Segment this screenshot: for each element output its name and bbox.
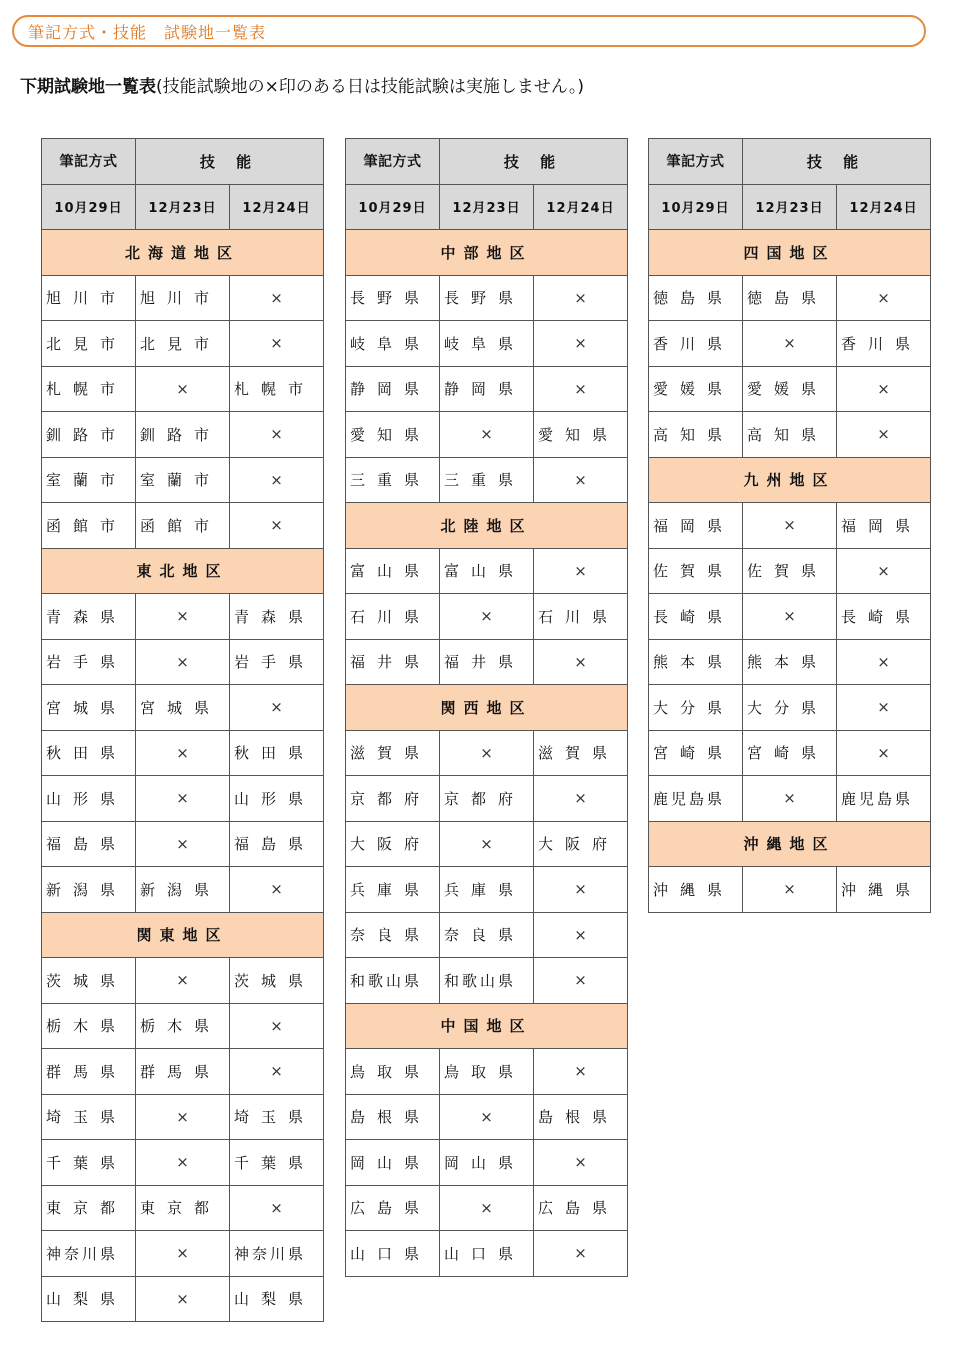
written-site: 静岡県 xyxy=(346,366,440,412)
header-date: 10月29日 xyxy=(346,184,440,230)
exam-table-1 xyxy=(41,138,324,1322)
no-exam-mark: × xyxy=(136,776,230,822)
table-row xyxy=(346,1094,628,1140)
no-exam-mark: × xyxy=(534,639,628,685)
region-row xyxy=(649,821,931,867)
skill-site: 釧路市 xyxy=(136,412,230,458)
table-row xyxy=(42,321,324,367)
skill-site: 札幌市 xyxy=(230,366,324,412)
table-row xyxy=(649,685,931,731)
no-exam-mark: × xyxy=(837,730,931,776)
written-site: 熊本県 xyxy=(649,639,743,685)
skill-site: 函館市 xyxy=(136,503,230,549)
no-exam-mark: × xyxy=(534,912,628,958)
no-exam-mark: × xyxy=(743,594,837,640)
skill-site: 福岡県 xyxy=(837,503,931,549)
written-site: 千葉県 xyxy=(42,1140,136,1186)
table-row xyxy=(42,1185,324,1231)
written-site: 旭川市 xyxy=(42,275,136,321)
written-site: 大分県 xyxy=(649,685,743,731)
no-exam-mark: × xyxy=(136,594,230,640)
written-site: 鹿児島県 xyxy=(649,776,743,822)
written-site: 函館市 xyxy=(42,503,136,549)
skill-site: 山梨県 xyxy=(230,1276,324,1322)
header-date: 12月24日 xyxy=(837,184,931,230)
table-row xyxy=(346,366,628,412)
written-site: 高知県 xyxy=(649,412,743,458)
written-site: 新潟県 xyxy=(42,867,136,913)
table-row xyxy=(42,1140,324,1186)
section-title: 筆記方式・技能 試験地一覧表 xyxy=(28,22,267,42)
table-date-row xyxy=(346,184,628,230)
region-row xyxy=(346,1003,628,1049)
written-site: 室蘭市 xyxy=(42,457,136,503)
skill-site: 奈良県 xyxy=(440,912,534,958)
no-exam-mark: × xyxy=(136,958,230,1004)
no-exam-mark: × xyxy=(837,275,931,321)
written-site: 滋賀県 xyxy=(346,730,440,776)
no-exam-mark: × xyxy=(837,366,931,412)
skill-site: 香川県 xyxy=(837,321,931,367)
written-site: 北見市 xyxy=(42,321,136,367)
table-row xyxy=(42,958,324,1004)
table-row xyxy=(346,776,628,822)
header-date: 10月29日 xyxy=(42,184,136,230)
exam-table-3 xyxy=(648,138,931,913)
written-site: 富山県 xyxy=(346,548,440,594)
no-exam-mark: × xyxy=(440,1094,534,1140)
table-date-row xyxy=(42,184,324,230)
table-row xyxy=(42,503,324,549)
skill-site: 大分県 xyxy=(743,685,837,731)
page-subtitle xyxy=(20,72,584,97)
skill-site: 兵庫県 xyxy=(440,867,534,913)
skill-site: 石川県 xyxy=(534,594,628,640)
table-row xyxy=(346,412,628,458)
region-name: 北陸地区 xyxy=(346,503,628,549)
table-row xyxy=(649,639,931,685)
written-site: 石川県 xyxy=(346,594,440,640)
no-exam-mark: × xyxy=(743,776,837,822)
no-exam-mark: × xyxy=(440,821,534,867)
table-row xyxy=(42,275,324,321)
no-exam-mark: × xyxy=(534,1140,628,1186)
no-exam-mark: × xyxy=(230,1003,324,1049)
subtitle-note: (技能試験地の×印のある日は技能試験は実施しません。) xyxy=(156,77,585,97)
written-site: 大阪府 xyxy=(346,821,440,867)
table-row xyxy=(346,912,628,958)
table-row xyxy=(346,639,628,685)
table-row xyxy=(346,730,628,776)
no-exam-mark: × xyxy=(837,412,931,458)
table-row xyxy=(42,1049,324,1095)
written-site: 秋田県 xyxy=(42,730,136,776)
table-row xyxy=(42,685,324,731)
no-exam-mark: × xyxy=(743,321,837,367)
region-name: 中国地区 xyxy=(346,1003,628,1049)
region-name: 沖縄地区 xyxy=(649,821,931,867)
no-exam-mark: × xyxy=(837,548,931,594)
table-row xyxy=(649,730,931,776)
table-row xyxy=(346,548,628,594)
written-site: 札幌市 xyxy=(42,366,136,412)
written-site: 佐賀県 xyxy=(649,548,743,594)
region-row xyxy=(649,230,931,276)
skill-site: 新潟県 xyxy=(136,867,230,913)
table-row xyxy=(42,1231,324,1277)
skill-site: 島根県 xyxy=(534,1094,628,1140)
table-row xyxy=(42,1003,324,1049)
region-row xyxy=(346,503,628,549)
skill-site: 福島県 xyxy=(230,821,324,867)
table-row xyxy=(346,821,628,867)
skill-site: 大阪府 xyxy=(534,821,628,867)
no-exam-mark: × xyxy=(534,275,628,321)
skill-site: 山口県 xyxy=(440,1231,534,1277)
written-site: 福島県 xyxy=(42,821,136,867)
no-exam-mark: × xyxy=(534,457,628,503)
table-row xyxy=(346,457,628,503)
written-site: 神奈川県 xyxy=(42,1231,136,1277)
header-skill: 技 能 xyxy=(136,139,324,185)
table-row xyxy=(42,867,324,913)
skill-site: 三重県 xyxy=(440,457,534,503)
written-site: 青森県 xyxy=(42,594,136,640)
header-date: 12月23日 xyxy=(136,184,230,230)
table-row xyxy=(649,503,931,549)
skill-site: 佐賀県 xyxy=(743,548,837,594)
table-row xyxy=(42,457,324,503)
table-row xyxy=(346,958,628,1004)
header-written: 筆記方式 xyxy=(649,139,743,185)
written-site: 愛媛県 xyxy=(649,366,743,412)
no-exam-mark: × xyxy=(534,1049,628,1095)
no-exam-mark: × xyxy=(440,1185,534,1231)
region-row xyxy=(346,230,628,276)
no-exam-mark: × xyxy=(837,639,931,685)
section-header xyxy=(12,15,926,47)
header-skill: 技 能 xyxy=(440,139,628,185)
skill-site: 秋田県 xyxy=(230,730,324,776)
skill-site: 鳥取県 xyxy=(440,1049,534,1095)
skill-site: 広島県 xyxy=(534,1185,628,1231)
skill-site: 鹿児島県 xyxy=(837,776,931,822)
header-date: 12月24日 xyxy=(534,184,628,230)
region-name: 関西地区 xyxy=(346,685,628,731)
no-exam-mark: × xyxy=(534,776,628,822)
written-site: 広島県 xyxy=(346,1185,440,1231)
no-exam-mark: × xyxy=(743,867,837,913)
header-date: 12月23日 xyxy=(743,184,837,230)
skill-site: 長崎県 xyxy=(837,594,931,640)
table-row xyxy=(42,412,324,458)
table-row xyxy=(42,730,324,776)
no-exam-mark: × xyxy=(136,1140,230,1186)
no-exam-mark: × xyxy=(534,958,628,1004)
table-row xyxy=(649,412,931,458)
table-header-row xyxy=(649,139,931,185)
skill-site: 室蘭市 xyxy=(136,457,230,503)
header-date: 12月24日 xyxy=(230,184,324,230)
table-row xyxy=(346,1185,628,1231)
skill-site: 富山県 xyxy=(440,548,534,594)
written-site: 福井県 xyxy=(346,639,440,685)
table-row xyxy=(42,639,324,685)
no-exam-mark: × xyxy=(230,1185,324,1231)
no-exam-mark: × xyxy=(534,548,628,594)
table-row xyxy=(649,548,931,594)
no-exam-mark: × xyxy=(534,1231,628,1277)
skill-site: 群馬県 xyxy=(136,1049,230,1095)
region-row xyxy=(42,912,324,958)
skill-site: 沖縄県 xyxy=(837,867,931,913)
written-site: 島根県 xyxy=(346,1094,440,1140)
written-site: 鳥取県 xyxy=(346,1049,440,1095)
skill-site: 和歌山県 xyxy=(440,958,534,1004)
region-row xyxy=(346,685,628,731)
region-row xyxy=(649,457,931,503)
region-row xyxy=(42,548,324,594)
table-row xyxy=(42,594,324,640)
skill-site: 神奈川県 xyxy=(230,1231,324,1277)
written-site: 京都府 xyxy=(346,776,440,822)
written-site: 栃木県 xyxy=(42,1003,136,1049)
no-exam-mark: × xyxy=(440,412,534,458)
table-row xyxy=(42,366,324,412)
no-exam-mark: × xyxy=(230,1049,324,1095)
written-site: 長野県 xyxy=(346,275,440,321)
written-site: 山形県 xyxy=(42,776,136,822)
written-site: 埼玉県 xyxy=(42,1094,136,1140)
table-header-row xyxy=(42,139,324,185)
table-row xyxy=(649,275,931,321)
no-exam-mark: × xyxy=(136,1094,230,1140)
skill-site: 栃木県 xyxy=(136,1003,230,1049)
written-site: 香川県 xyxy=(649,321,743,367)
no-exam-mark: × xyxy=(230,503,324,549)
skill-site: 滋賀県 xyxy=(534,730,628,776)
skill-site: 北見市 xyxy=(136,321,230,367)
header-date: 10月29日 xyxy=(649,184,743,230)
no-exam-mark: × xyxy=(534,867,628,913)
no-exam-mark: × xyxy=(136,1276,230,1322)
exam-table-2 xyxy=(345,138,628,1277)
table-row xyxy=(649,366,931,412)
table-row xyxy=(42,776,324,822)
no-exam-mark: × xyxy=(230,867,324,913)
table-row xyxy=(42,1094,324,1140)
written-site: 徳島県 xyxy=(649,275,743,321)
no-exam-mark: × xyxy=(230,321,324,367)
written-site: 和歌山県 xyxy=(346,958,440,1004)
region-name: 東北地区 xyxy=(42,548,324,594)
subtitle-main: 下期試験地一覧表 xyxy=(20,77,156,97)
region-row xyxy=(42,230,324,276)
written-site: 釧路市 xyxy=(42,412,136,458)
no-exam-mark: × xyxy=(136,366,230,412)
skill-site: 熊本県 xyxy=(743,639,837,685)
table-row xyxy=(649,321,931,367)
skill-site: 静岡県 xyxy=(440,366,534,412)
region-name: 北海道地区 xyxy=(42,230,324,276)
skill-site: 東京都 xyxy=(136,1185,230,1231)
written-site: 宮城県 xyxy=(42,685,136,731)
region-name: 関東地区 xyxy=(42,912,324,958)
written-site: 群馬県 xyxy=(42,1049,136,1095)
no-exam-mark: × xyxy=(534,321,628,367)
table-row xyxy=(649,594,931,640)
no-exam-mark: × xyxy=(534,366,628,412)
skill-site: 愛媛県 xyxy=(743,366,837,412)
skill-site: 茨城県 xyxy=(230,958,324,1004)
no-exam-mark: × xyxy=(136,730,230,776)
no-exam-mark: × xyxy=(136,821,230,867)
no-exam-mark: × xyxy=(230,457,324,503)
table-row xyxy=(346,1049,628,1095)
skill-site: 埼玉県 xyxy=(230,1094,324,1140)
no-exam-mark: × xyxy=(743,503,837,549)
written-site: 福岡県 xyxy=(649,503,743,549)
skill-site: 岐阜県 xyxy=(440,321,534,367)
skill-site: 徳島県 xyxy=(743,275,837,321)
table-header-row xyxy=(346,139,628,185)
table-row xyxy=(649,867,931,913)
skill-site: 千葉県 xyxy=(230,1140,324,1186)
skill-site: 宮城県 xyxy=(136,685,230,731)
header-skill: 技 能 xyxy=(743,139,931,185)
written-site: 岩手県 xyxy=(42,639,136,685)
written-site: 岡山県 xyxy=(346,1140,440,1186)
header-date: 12月23日 xyxy=(440,184,534,230)
written-site: 東京都 xyxy=(42,1185,136,1231)
written-site: 山梨県 xyxy=(42,1276,136,1322)
no-exam-mark: × xyxy=(230,685,324,731)
table-row xyxy=(346,594,628,640)
skill-site: 旭川市 xyxy=(136,275,230,321)
written-site: 宮崎県 xyxy=(649,730,743,776)
no-exam-mark: × xyxy=(136,639,230,685)
written-site: 奈良県 xyxy=(346,912,440,958)
skill-site: 岡山県 xyxy=(440,1140,534,1186)
written-site: 山口県 xyxy=(346,1231,440,1277)
written-site: 愛知県 xyxy=(346,412,440,458)
no-exam-mark: × xyxy=(440,594,534,640)
written-site: 長崎県 xyxy=(649,594,743,640)
skill-site: 山形県 xyxy=(230,776,324,822)
no-exam-mark: × xyxy=(837,685,931,731)
skill-site: 青森県 xyxy=(230,594,324,640)
table-row xyxy=(346,275,628,321)
skill-site: 高知県 xyxy=(743,412,837,458)
header-written: 筆記方式 xyxy=(346,139,440,185)
no-exam-mark: × xyxy=(230,275,324,321)
written-site: 茨城県 xyxy=(42,958,136,1004)
skill-site: 愛知県 xyxy=(534,412,628,458)
table-date-row xyxy=(649,184,931,230)
no-exam-mark: × xyxy=(440,730,534,776)
table-row xyxy=(346,1140,628,1186)
region-name: 九州地区 xyxy=(649,457,931,503)
written-site: 三重県 xyxy=(346,457,440,503)
skill-site: 宮崎県 xyxy=(743,730,837,776)
table-row xyxy=(42,1276,324,1322)
no-exam-mark: × xyxy=(136,1231,230,1277)
skill-site: 岩手県 xyxy=(230,639,324,685)
table-row xyxy=(42,821,324,867)
table-row xyxy=(346,867,628,913)
written-site: 兵庫県 xyxy=(346,867,440,913)
region-name: 中部地区 xyxy=(346,230,628,276)
skill-site: 長野県 xyxy=(440,275,534,321)
skill-site: 京都府 xyxy=(440,776,534,822)
no-exam-mark: × xyxy=(230,412,324,458)
table-row xyxy=(649,776,931,822)
table-row xyxy=(346,1231,628,1277)
table-row xyxy=(346,321,628,367)
header-written: 筆記方式 xyxy=(42,139,136,185)
written-site: 岐阜県 xyxy=(346,321,440,367)
skill-site: 福井県 xyxy=(440,639,534,685)
region-name: 四国地区 xyxy=(649,230,931,276)
written-site: 沖縄県 xyxy=(649,867,743,913)
